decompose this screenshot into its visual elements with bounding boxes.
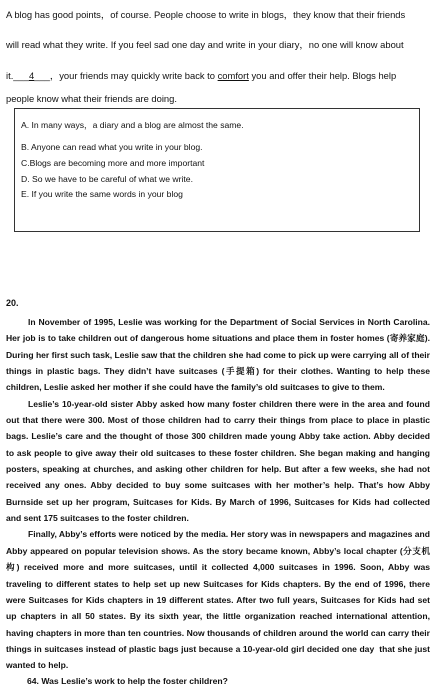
paragraph-2: Leslie’s 10-year-old sister Abby asked how many foster children there were in the area and found out that there were 300. Most of those children had to carry their things from place to place in plastic bags. Leslie’s care and the thought of those 300 children made young Abby take action. Abby decided to ask people to give away their old suitcases to these foster children. She began making and hanging posters, speaking at churches, and asking other children for help. But after a few weeks, she had not received any ones. Abby decided to buy some suitcases with her mother’s help. That’s how Abby Burnside set up her program, Suitcases for Kids. By March of 1996, Suitcases for Kids had collected and sent 175 suitcases to the foster children. [6, 398, 430, 524]
option-a: A. In many ways，a diary and a blog are almost the same. [21, 120, 244, 130]
option-d: D. So we have to be careful of what we write. [21, 174, 193, 184]
paragraph-3: Finally, Abby’s efforts were noticed by the media. Her story was in newspapers and magazines and Abby appeared on popular television shows. As the story became known, Abby’s local chapter (分支机构) received more and more suitcases, until it collected 4,000 suitcases in 1996. Soon, Abby was traveling to different states to help set up new Suitcases for Kids chapters. By the end of 1996, there were Suitcases for Kids chapters in 19 different states. After two full years, Suitcases for Kids had set up chapters in all 50 states. By its sixth year, the little organization reached international attention, having chapters in more than ten countries. Now thousands of children around the world can carry their things in suitcases instead of plastic bags just because a 10-year-old girl decided one day that she just wanted to help. [6, 529, 430, 671]
blank-pre: ___ [13, 70, 29, 81]
option-b: B. Anyone can read what you write in your blog. [21, 142, 203, 152]
line3-suffix: you and offer their help. Blogs help [248, 70, 397, 81]
underlined-word: comfort [217, 70, 249, 81]
paragraph-1: In November of 1995, Leslie was working for the Department of Social Services in North Carolina. Her job is to take children out of dangerous home situations and place them in foster homes (寄养家庭). During her first such task, Leslie saw that the children she had come to pick up were carrying all of their things in plastic bags. They didn’t have suitcases (手提箱) for their clothes. Wanting to help these children, Leslie asked her mother if she could have the family’s old suitcases to give to them. [6, 317, 430, 393]
question-64: 64. Was Leslie’s work to help the foster children? [27, 676, 228, 686]
blank-number: 4 [28, 70, 35, 81]
question-number: 20. [6, 298, 19, 308]
blank-post: ___ [34, 70, 50, 81]
reading-passage [6, 314, 430, 674]
blank-4 [13, 71, 50, 82]
options-box [14, 108, 420, 232]
line3-prefix: it. [6, 70, 14, 81]
line3-mid: ，your friends may quickly write back to [49, 70, 218, 81]
intro-line-3 [6, 71, 396, 82]
intro-line-2: will read what they write. If you feel sad one day and write in your diary，no one will know about [6, 39, 404, 50]
option-c: C.Blogs are becoming more and more important [21, 158, 205, 168]
intro-line-1: A blog has good points，of course. People choose to write in blogs，they know that their friends [6, 9, 406, 20]
intro-line-4: people know what their friends are doing. [6, 93, 177, 104]
option-e: E. If you write the same words in your blog [21, 189, 183, 199]
